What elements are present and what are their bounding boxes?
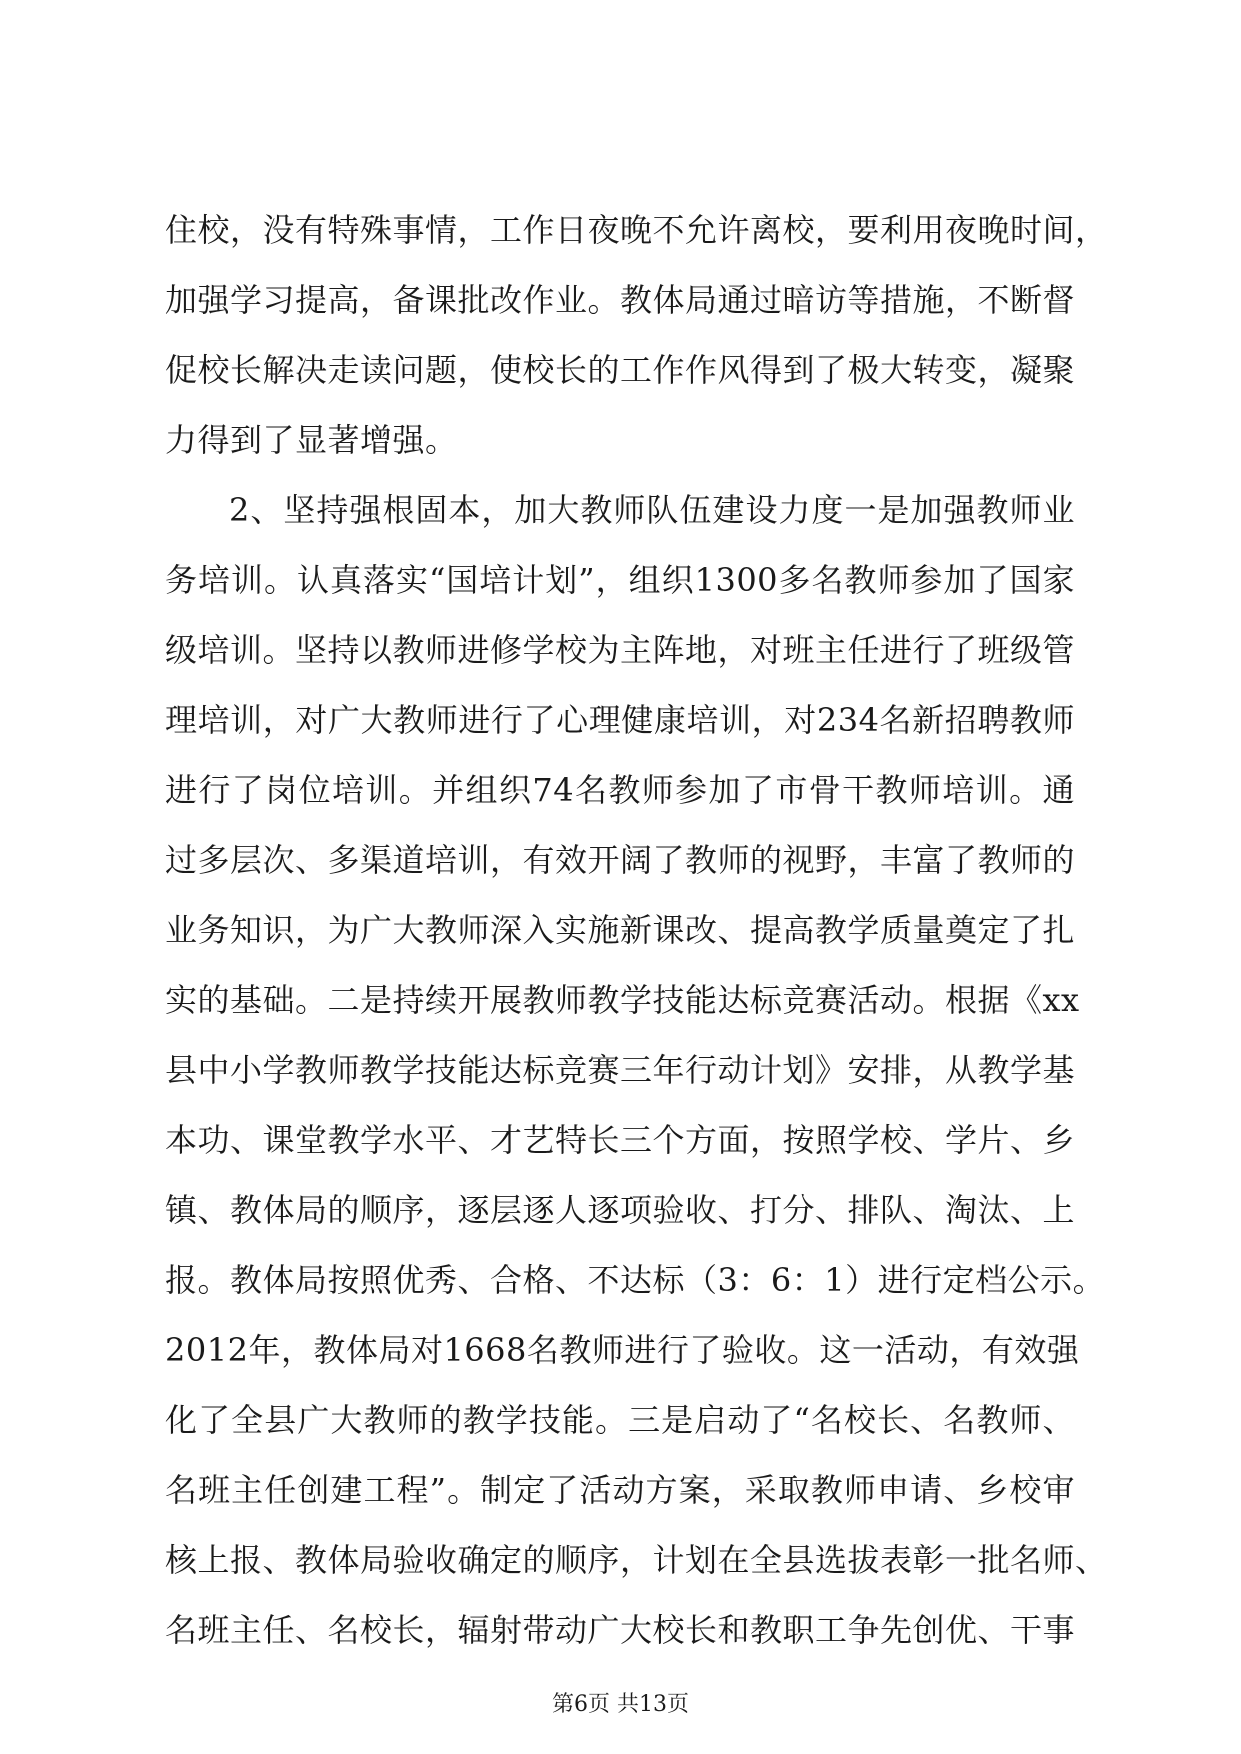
text-line: 化了全县广大教师的教学技能。三是启动了“名校长、名教师、: [165, 1401, 1075, 1439]
text-line: 住校，没有特殊事情，工作日夜晚不允许离校，要利用夜晚时间，: [165, 211, 1108, 249]
text-line: 进行了岗位培训。并组织74名教师参加了市骨干教师培训。通: [165, 771, 1075, 809]
text-line: 业务知识，为广大教师深入实施新课改、提高教学质量奠定了扎: [165, 911, 1076, 949]
text-line: 促校长解决走读问题，使校长的工作作风得到了极大转变，凝聚: [165, 351, 1076, 389]
text-line: 加强学习提高，备课批改作业。教体局通过暗访等措施，不断督: [165, 281, 1076, 319]
text-line: 本功、课堂教学水平、才艺特长三个方面，按照学校、学片、乡: [165, 1121, 1076, 1159]
text-line: 力得到了显著增强。: [165, 421, 458, 459]
text-line: 名班主任、名校长，辐射带动广大校长和教职工争先创优、干事: [165, 1611, 1076, 1649]
text-line: 报。教体局按照优秀、合格、不达标（3：6：1）进行定档公示。: [165, 1261, 1106, 1299]
text-line: 2012年，教体局对1668名教师进行了验收。这一活动，有效强: [165, 1331, 1080, 1369]
text-line: 镇、教体局的顺序，逐层逐人逐项验收、打分、排队、淘汰、上: [165, 1191, 1076, 1229]
text-line: 核上报、教体局验收确定的顺序，计划在全县选拔表彰一批名师、: [165, 1541, 1108, 1579]
text-line: 名班主任创建工程”。制定了活动方案，采取教师申请、乡校审: [165, 1471, 1075, 1509]
text-line: 过多层次、多渠道培训，有效开阔了教师的视野，丰富了教师的: [165, 841, 1076, 879]
text-line: 务培训。认真落实“国培计划”，组织1300多名教师参加了国家: [165, 561, 1075, 599]
text-line: 级培训。坚持以教师进修学校为主阵地，对班主任进行了班级管: [165, 631, 1076, 669]
text-line: 理培训，对广大教师进行了心理健康培训，对234名新招聘教师: [165, 701, 1075, 739]
page-number-footer: 第6页 共13页: [552, 1692, 689, 1717]
text-line: 县中小学教师教学技能达标竞赛三年行动计划》安排，从教学基: [165, 1051, 1076, 1089]
text-line: 实的基础。二是持续开展教师教学技能达标竞赛活动。根据《xx: [165, 981, 1080, 1019]
paragraph-first-line: 2、坚持强根固本，加大教师队伍建设力度一是加强教师业: [229, 491, 1075, 529]
